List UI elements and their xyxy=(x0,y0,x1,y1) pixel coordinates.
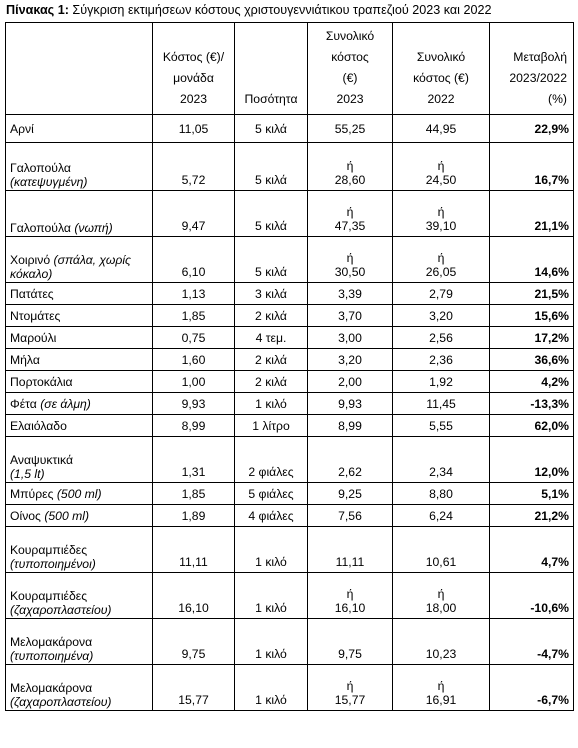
header-change: Μεταβολή 2023/2022 (%) xyxy=(490,23,574,115)
product-name: Αναψυκτικά xyxy=(10,453,74,467)
total-2023-cell xyxy=(308,527,393,573)
product-detail: (1,5 lt) xyxy=(10,467,45,481)
change-cell: 15,6% xyxy=(490,305,574,327)
change-cell: 12,0% xyxy=(490,437,574,483)
unit-cost-cell: 8,99 xyxy=(153,415,235,437)
product-name: Ελαιόλαδο xyxy=(10,418,67,433)
table-row xyxy=(6,349,574,371)
product-name: Αρνί xyxy=(10,121,34,136)
quantity-cell: 2 κιλά xyxy=(235,371,308,393)
total-2022-value: 44,95 xyxy=(425,121,457,136)
unit-cost-cell: 1,85 xyxy=(153,305,235,327)
product-name: Κουραμπιέδες xyxy=(10,543,88,557)
product-cell xyxy=(6,483,153,505)
or-word: ή xyxy=(437,205,445,219)
product-name: Πορτοκάλια xyxy=(10,374,73,389)
product-cell xyxy=(6,143,153,191)
total-2023-value: 3,70 xyxy=(338,308,362,323)
table-row xyxy=(6,237,574,283)
total-2022-cell xyxy=(393,327,490,349)
product-cell xyxy=(6,237,153,283)
total-2023-value: 47,35 xyxy=(334,219,366,233)
quantity-cell: 1 κιλό xyxy=(235,393,308,415)
unit-cost-cell: 9,93 xyxy=(153,393,235,415)
change-cell: -13,3% xyxy=(490,393,574,415)
quantity-cell: 4 τεμ. xyxy=(235,327,308,349)
total-2023-value: 7,56 xyxy=(338,508,362,523)
total-2023-cell xyxy=(308,115,393,143)
or-word: ή xyxy=(437,587,445,601)
product-name: Κουραμπιέδες xyxy=(10,589,88,603)
table-row xyxy=(6,393,574,415)
table-row xyxy=(6,371,574,393)
total-2022-value: 2,34 xyxy=(429,465,453,479)
table-caption xyxy=(6,3,492,17)
total-2023-value: 3,20 xyxy=(338,352,362,367)
caption-text: Σύγκριση εκτιμήσεων κόστους χριστουγεννιάτικου τραπεζιού 2023 και 2022 xyxy=(68,3,492,17)
unit-cost-cell: 1,13 xyxy=(153,283,235,305)
total-2023-cell xyxy=(308,483,393,505)
quantity-cell: 5 κιλά xyxy=(235,143,308,191)
or-word: ή xyxy=(437,679,445,693)
product-detail: (τυποποιημένα) xyxy=(10,649,94,663)
change-cell: 17,2% xyxy=(490,327,574,349)
table-row xyxy=(6,527,574,573)
table-row xyxy=(6,191,574,237)
or-word: ή xyxy=(437,251,445,265)
product-name: Ντομάτες xyxy=(10,308,61,323)
total-2023-cell xyxy=(308,371,393,393)
unit-cost-cell: 15,77 xyxy=(153,665,235,711)
total-2022-value: 39,10 xyxy=(425,219,457,233)
quantity-cell: 1 λίτρο xyxy=(235,415,308,437)
total-2022-value: 10,23 xyxy=(425,647,457,661)
change-cell: -4,7% xyxy=(490,619,574,665)
header-unit-cost: Κόστος (€)/ μονάδα 2023 xyxy=(153,23,235,115)
or-word: ή xyxy=(346,205,354,219)
or-word: ή xyxy=(346,159,354,173)
product-detail: (ζαχαροπλαστείου) xyxy=(10,695,112,709)
change-cell: 14,6% xyxy=(490,237,574,283)
unit-cost-cell: 1,85 xyxy=(153,483,235,505)
change-cell: 4,2% xyxy=(490,371,574,393)
product-cell xyxy=(6,327,153,349)
total-2022-cell xyxy=(393,619,490,665)
total-2022-cell xyxy=(393,483,490,505)
total-2023-cell xyxy=(308,237,393,283)
unit-cost-cell: 16,10 xyxy=(153,573,235,619)
product-cell xyxy=(6,665,153,711)
change-cell: 5,1% xyxy=(490,483,574,505)
total-2023-value: 15,77 xyxy=(334,693,366,707)
product-name: Μελομακάρονα xyxy=(10,635,93,649)
total-2022-value: 2,36 xyxy=(429,352,453,367)
total-2022-value: 2,79 xyxy=(429,286,453,301)
product-cell xyxy=(6,573,153,619)
total-2022-cell xyxy=(393,143,490,191)
total-2022-cell xyxy=(393,437,490,483)
or-word: ή xyxy=(346,587,354,601)
unit-cost-cell: 0,75 xyxy=(153,327,235,349)
total-2022-value: 11,45 xyxy=(426,396,456,411)
product-cell xyxy=(6,349,153,371)
total-2023-cell xyxy=(308,349,393,371)
table-row xyxy=(6,619,574,665)
unit-cost-cell: 9,75 xyxy=(153,619,235,665)
total-2022-value: 6,24 xyxy=(429,508,453,523)
product-name: Φέτα xyxy=(10,396,37,411)
total-2023-value: 2,62 xyxy=(338,465,362,479)
unit-cost-cell: 6,10 xyxy=(153,237,235,283)
product-name: Μελομακάρονα xyxy=(10,681,93,695)
total-2023-cell xyxy=(308,573,393,619)
total-2023-cell xyxy=(308,665,393,711)
change-cell: -6,7% xyxy=(490,665,574,711)
total-2023-value: 9,25 xyxy=(338,486,362,501)
total-2023-cell xyxy=(308,619,393,665)
total-2023-value: 28,60 xyxy=(334,173,366,187)
product-cell xyxy=(6,191,153,237)
product-name: Μήλα xyxy=(10,352,40,367)
product-cell xyxy=(6,505,153,527)
total-2022-value: 24,50 xyxy=(425,173,457,187)
total-2022-cell xyxy=(393,115,490,143)
total-2022-value: 10,61 xyxy=(425,555,457,569)
total-2022-value: 26,05 xyxy=(425,265,457,279)
product-detail: (νωπή) xyxy=(74,221,113,235)
quantity-cell: 5 κιλά xyxy=(235,115,308,143)
total-2022-value: 18,00 xyxy=(425,601,457,615)
total-2023-value: 8,99 xyxy=(338,418,362,433)
quantity-cell: 2 κιλά xyxy=(235,349,308,371)
table-row xyxy=(6,283,574,305)
or-word: ή xyxy=(437,159,445,173)
product-detail: (500 ml) xyxy=(56,486,102,501)
change-cell: 22,9% xyxy=(490,115,574,143)
total-2023-cell xyxy=(308,143,393,191)
total-2023-cell xyxy=(308,505,393,527)
total-2022-value: 3,20 xyxy=(429,308,453,323)
header-total-2022: Συνολικό κόστος (€) 2022 xyxy=(393,23,490,115)
table-row xyxy=(6,505,574,527)
header-row xyxy=(6,23,574,115)
total-2022-value: 2,56 xyxy=(429,330,453,345)
product-detail: (κατεψυγμένη) xyxy=(10,175,88,189)
total-2023-cell xyxy=(308,305,393,327)
cost-comparison-table xyxy=(5,22,574,711)
quantity-cell: 2 κιλά xyxy=(235,305,308,327)
quantity-cell: 5 κιλά xyxy=(235,237,308,283)
product-cell xyxy=(6,305,153,327)
unit-cost-cell: 1,00 xyxy=(153,371,235,393)
total-2022-value: 8,80 xyxy=(429,486,453,501)
unit-cost-cell: 1,60 xyxy=(153,349,235,371)
product-name: Γαλοπούλα xyxy=(10,161,71,175)
or-word: ή xyxy=(346,251,354,265)
table-row xyxy=(6,483,574,505)
quantity-cell: 5 κιλά xyxy=(235,191,308,237)
total-2022-value: 16,91 xyxy=(425,693,457,707)
product-cell xyxy=(6,115,153,143)
total-2023-cell xyxy=(308,191,393,237)
total-2022-cell xyxy=(393,665,490,711)
product-detail: (σπάλα, χωρίς κόκαλο) xyxy=(10,253,131,281)
total-2023-cell xyxy=(308,283,393,305)
total-2023-value: 3,00 xyxy=(338,330,362,345)
unit-cost-cell: 9,47 xyxy=(153,191,235,237)
total-2023-value: 9,75 xyxy=(338,647,362,661)
change-cell: 16,7% xyxy=(490,143,574,191)
product-name: Μαρούλι xyxy=(10,330,57,345)
total-2022-cell xyxy=(393,283,490,305)
product-cell xyxy=(6,283,153,305)
change-cell: 4,7% xyxy=(490,527,574,573)
product-cell xyxy=(6,437,153,483)
quantity-cell: 5 φιάλες xyxy=(235,483,308,505)
total-2022-cell xyxy=(393,305,490,327)
total-2023-cell xyxy=(308,393,393,415)
unit-cost-cell: 5,72 xyxy=(153,143,235,191)
table-row xyxy=(6,573,574,619)
change-cell: 21,2% xyxy=(490,505,574,527)
quantity-cell: 4 φιάλες xyxy=(235,505,308,527)
product-cell xyxy=(6,371,153,393)
product-detail: (ζαχαροπλαστείου) xyxy=(10,603,112,617)
caption-label: Πίνακας 1: xyxy=(6,3,69,17)
product-name: Μπύρες xyxy=(10,486,54,501)
quantity-cell: 1 κιλό xyxy=(235,527,308,573)
unit-cost-cell: 11,05 xyxy=(153,115,235,143)
product-cell xyxy=(6,415,153,437)
total-2022-cell xyxy=(393,191,490,237)
table-row xyxy=(6,305,574,327)
change-cell: 21,5% xyxy=(490,283,574,305)
product-cell xyxy=(6,393,153,415)
total-2023-value: 30,50 xyxy=(334,265,366,279)
total-2022-value: 5,55 xyxy=(429,418,453,433)
total-2023-value: 11,11 xyxy=(335,555,365,569)
table-row xyxy=(6,143,574,191)
quantity-cell: 1 κιλό xyxy=(235,619,308,665)
total-2022-cell xyxy=(393,349,490,371)
table-row xyxy=(6,665,574,711)
change-cell: 62,0% xyxy=(490,415,574,437)
total-2023-cell xyxy=(308,327,393,349)
unit-cost-cell: 1,31 xyxy=(153,437,235,483)
quantity-cell: 3 κιλά xyxy=(235,283,308,305)
unit-cost-cell: 1,89 xyxy=(153,505,235,527)
product-name: Γαλοπούλα xyxy=(10,221,71,235)
header-product xyxy=(6,23,153,115)
total-2023-value: 9,93 xyxy=(338,396,362,411)
total-2023-value: 3,39 xyxy=(338,286,362,301)
change-cell: 36,6% xyxy=(490,349,574,371)
table-row xyxy=(6,327,574,349)
table-row xyxy=(6,415,574,437)
total-2023-value: 55,25 xyxy=(334,121,366,136)
quantity-cell: 1 κιλό xyxy=(235,573,308,619)
change-cell: 21,1% xyxy=(490,191,574,237)
total-2022-cell xyxy=(393,527,490,573)
product-detail: (τυποποιημένοι) xyxy=(10,557,96,571)
header-total-2023: Συνολικό κόστος (€) 2023 xyxy=(308,23,393,115)
total-2022-value: 1,92 xyxy=(429,374,453,389)
product-name: Χοιρινό xyxy=(10,253,51,267)
quantity-cell: 2 φιάλες xyxy=(235,437,308,483)
table-row xyxy=(6,115,574,143)
total-2022-cell xyxy=(393,237,490,283)
product-cell xyxy=(6,619,153,665)
product-name: Πατάτες xyxy=(10,286,54,301)
product-detail: (σε άλμη) xyxy=(40,396,91,411)
total-2023-cell xyxy=(308,437,393,483)
quantity-cell: 1 κιλό xyxy=(235,665,308,711)
change-cell: -10,6% xyxy=(490,573,574,619)
total-2023-value: 2,00 xyxy=(338,374,362,389)
header-quantity: Ποσότητα xyxy=(235,23,308,115)
total-2022-cell xyxy=(393,393,490,415)
unit-cost-cell: 11,11 xyxy=(153,527,235,573)
total-2022-cell xyxy=(393,505,490,527)
total-2022-cell xyxy=(393,371,490,393)
total-2023-value: 16,10 xyxy=(334,601,366,615)
table-row xyxy=(6,437,574,483)
product-detail: (500 ml) xyxy=(44,508,90,523)
product-cell xyxy=(6,527,153,573)
or-word: ή xyxy=(346,679,354,693)
total-2023-cell xyxy=(308,415,393,437)
total-2022-cell xyxy=(393,415,490,437)
product-name: Οίνος xyxy=(10,508,41,523)
total-2022-cell xyxy=(393,573,490,619)
